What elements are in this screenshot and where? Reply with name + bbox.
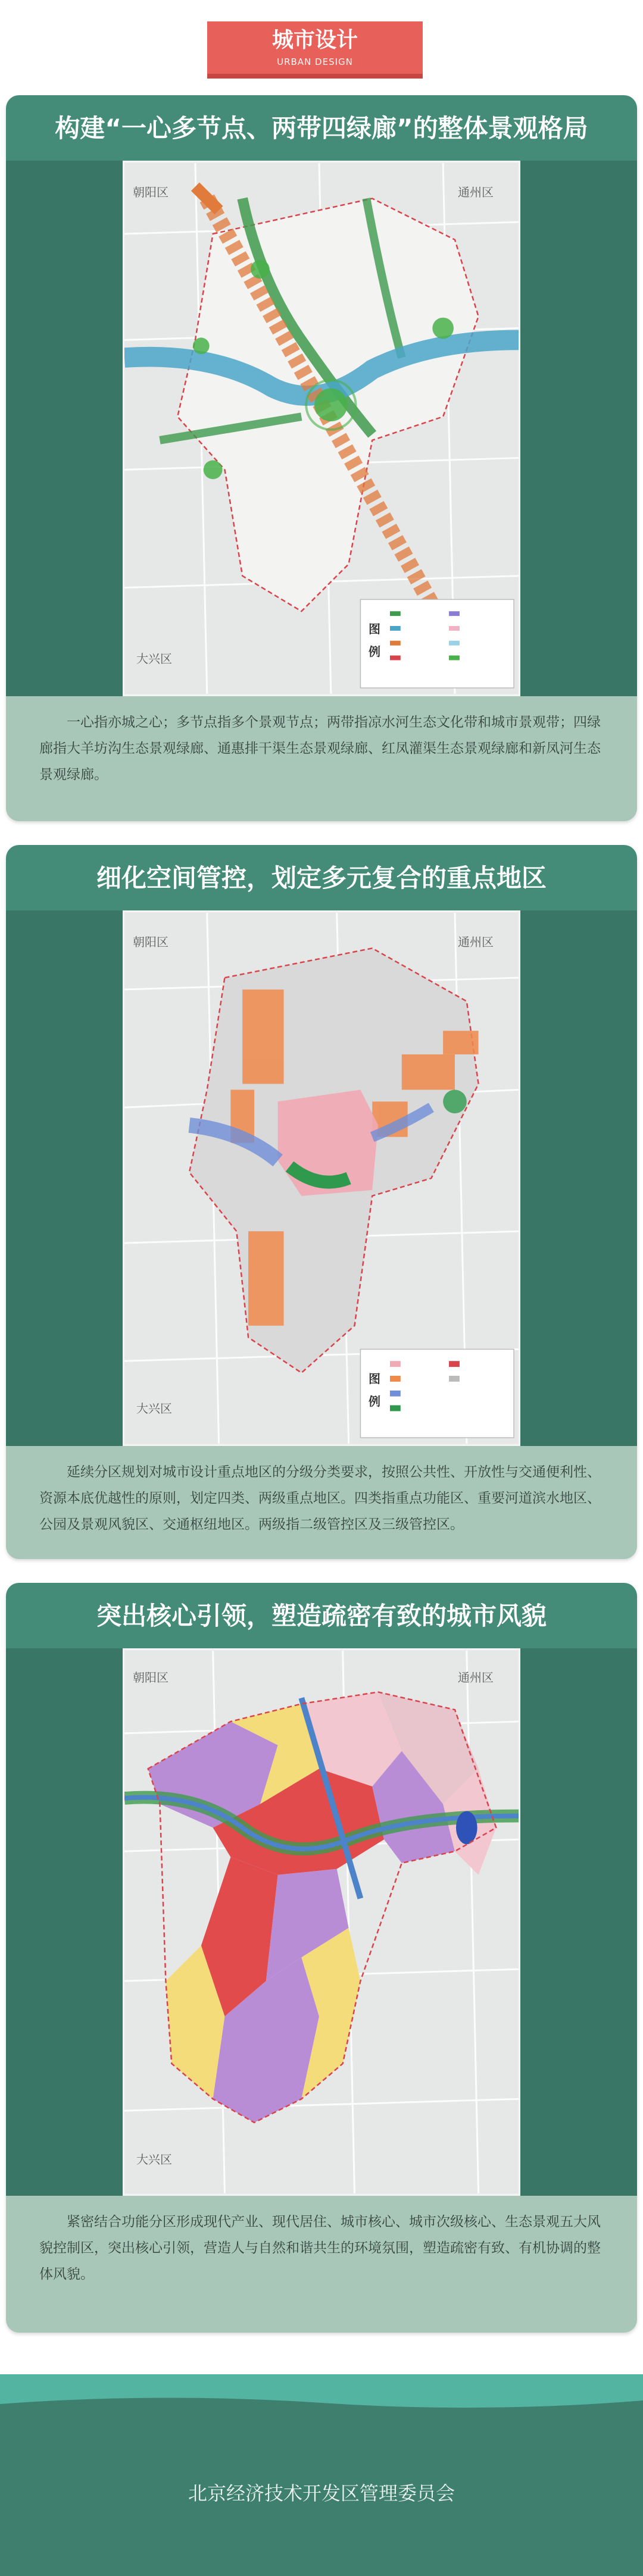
header-subtitle: URBAN DESIGN <box>277 57 353 67</box>
key-areas-map-graphic <box>124 912 519 1444</box>
section-caption: 延续分区规划对城市设计重点地区的分级分类要求，按照公共性、开放性与交通便利性、资源本底优越性的原则，划定四类、两级重点地区。四类指重点功能区、重要河道滨水地区、公园及景观风貌区、交通枢纽地区。两级指二级管控区及三级管控区。 <box>39 1464 601 1532</box>
header-title: 城市设计 <box>271 28 358 52</box>
section-caption: 紧密结合功能分区形成现代产业、现代居住、城市核心、城市次级核心、生态景观五大风貌控制区，突出核心引领，营造人与自然和谐共生的环境氛围，塑造疏密有致、有机协调的整体风貌。 <box>39 2214 601 2282</box>
map-label-sw: 大兴区 <box>136 1401 172 1416</box>
map-label-nw: 朝阳区 <box>133 185 168 199</box>
landscape-map <box>123 161 520 696</box>
map-label-nw: 朝阳区 <box>133 935 168 949</box>
section-caption: 一心指亦城之心；多节点指多个景观节点；两带指凉水河生态文化带和城市景观带；四绿廊指大羊坊沟生态景观绿廊、通惠排干渠生态景观绿廊、红凤灌渠生态景观绿廊和新凤河生态景观绿廊。 <box>39 715 601 782</box>
map-label-nw: 朝阳区 <box>133 1670 168 1685</box>
section-title: 构建“一心多节点、两带四绿廊”的整体景观格局 <box>6 95 637 161</box>
map-label-sw: 大兴区 <box>136 2152 172 2167</box>
map-label-ne: 通州区 <box>458 185 494 199</box>
section-title: 细化空间管控，划定多元复合的重点地区 <box>6 845 637 910</box>
key-areas-map <box>123 910 520 1446</box>
section-urban-style <box>6 1583 637 2333</box>
footer <box>0 2416 643 2576</box>
urban-style-map-graphic <box>124 1650 519 2194</box>
footer-wave-band <box>0 2374 643 2416</box>
map-label-ne: 通州区 <box>458 935 494 949</box>
map-label-sw: 大兴区 <box>136 652 172 666</box>
legend-heading: 图例 <box>369 622 380 659</box>
section-key-areas <box>6 845 637 1559</box>
legend-heading: 图例 <box>369 1372 380 1408</box>
section-title: 突出核心引领，塑造疏密有致的城市风貌 <box>6 1583 637 1648</box>
footer-organization: 北京经济技术开发区管理委员会 <box>188 2482 455 2505</box>
landscape-map-graphic <box>124 162 519 694</box>
map-label-ne: 通州区 <box>458 1670 494 1685</box>
section-header-badge <box>207 21 423 79</box>
section-landscape-pattern <box>6 95 637 821</box>
urban-style-map <box>123 1648 520 2196</box>
footer-wave <box>0 2392 643 2416</box>
